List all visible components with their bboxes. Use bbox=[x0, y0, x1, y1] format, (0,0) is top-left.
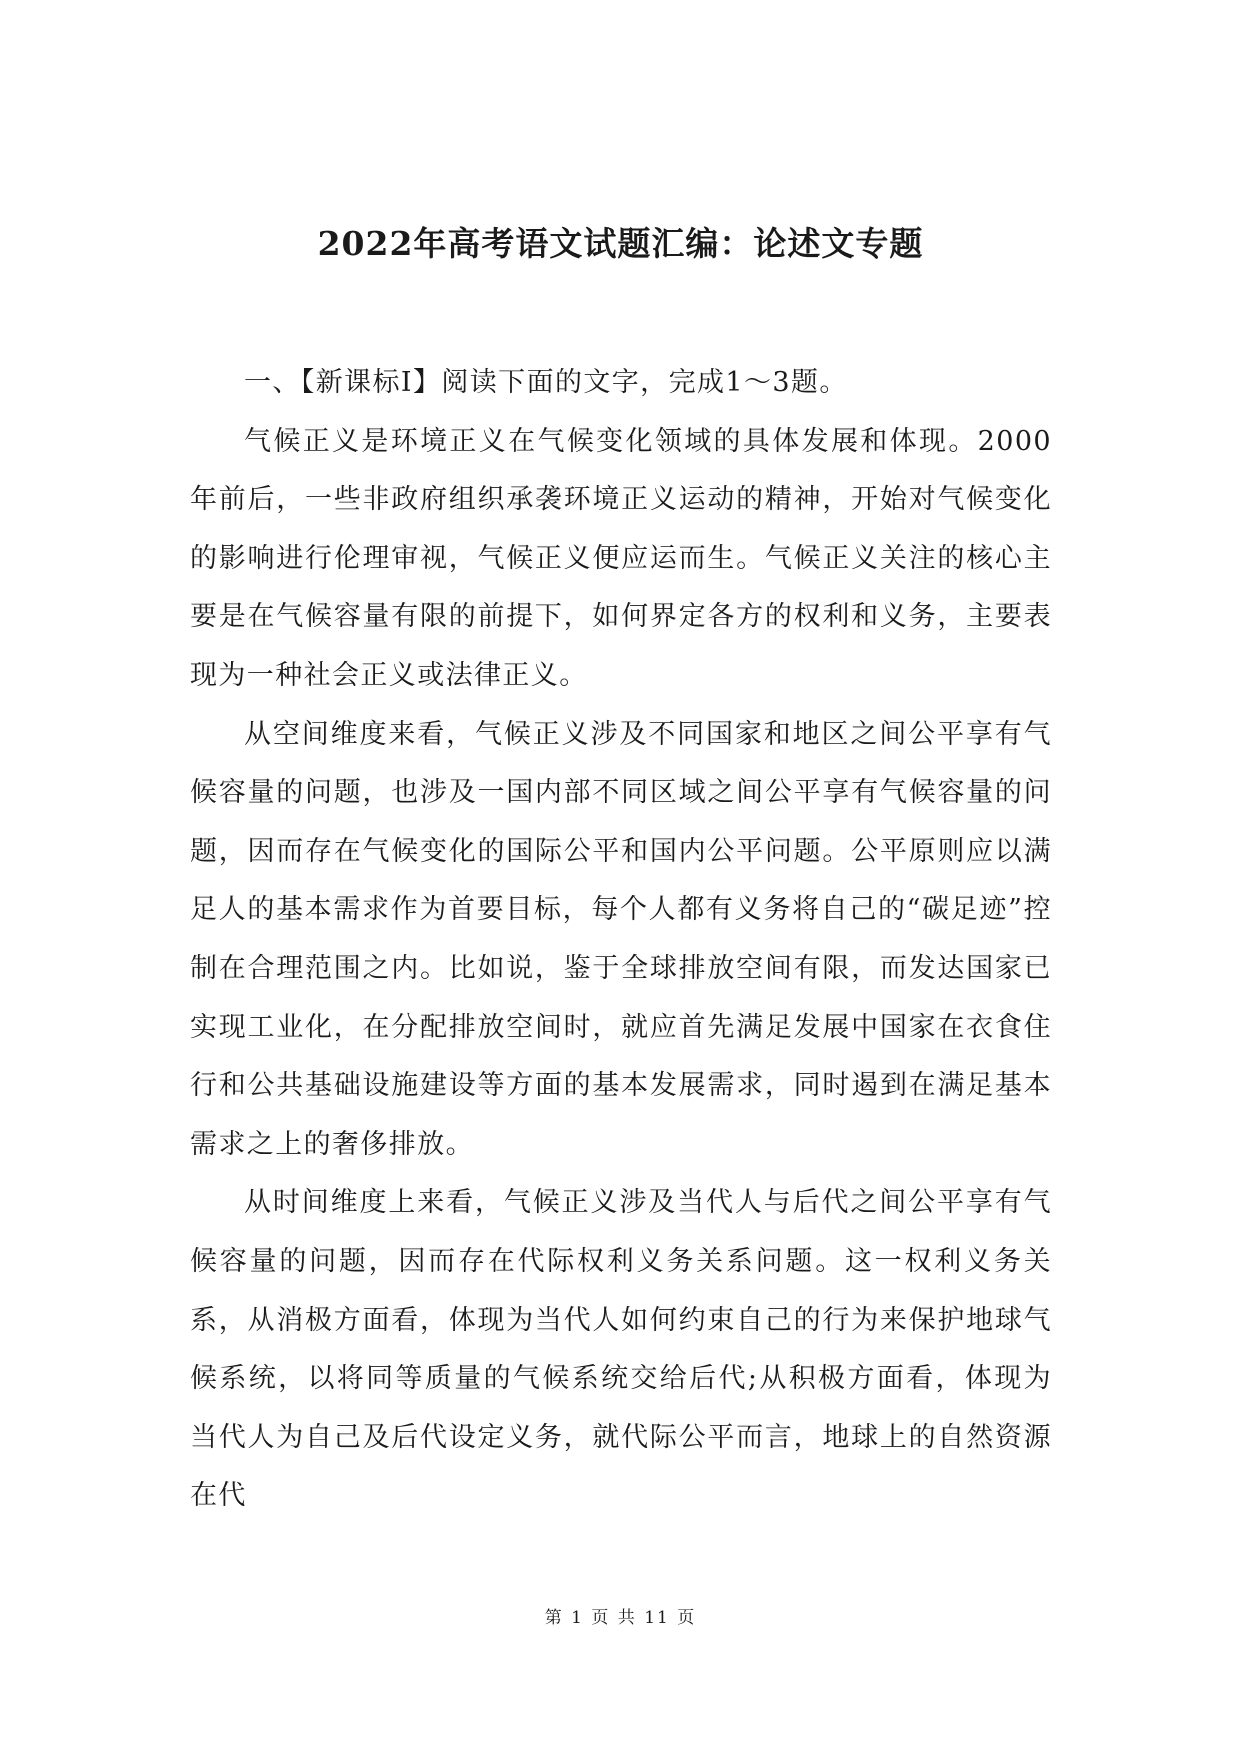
body-paragraph-2: 从空间维度来看，气候正义涉及不同国家和地区之间公平享有气候容量的问题，也涉及一国内部不同区域之间公平享有气候容量的问题，因而存在气候变化的国际公平和国内公平问题。公平原则应以满足人的基本需求作为首要目标，每个人都有义务将自己的“碳足迹”控制在合理范围之内。比如说，鉴于全球排放空间有限，而发达国家已实现工业化，在分配排放空间时，就应首先满足发展中国家在衣食住行和公共基础设施建设等方面的基本发展需求，同时遏到在满足基本需求之上的奢侈排放。 bbox=[190, 718, 1052, 1160]
body-paragraph-1: 气候正义是环境正义在气候变化领域的具体发展和体现。2000年前后，一些非政府组织承袭环境正义运动的精神，开始对气候变化的影响进行伦理审视，气候正义便应运而生。气候正义关注的核心主要是在气候容量有限的前提下，如何界定各方的权利和义务，主要表现为一种社会正义或法律正义。 bbox=[190, 425, 1052, 691]
question-intro-paragraph: 一、【新课标Ⅰ】阅读下面的文字，完成1～3题。 bbox=[244, 367, 848, 398]
document-body bbox=[190, 354, 1052, 1526]
page-number-footer: 第 1 页 共 11 页 bbox=[544, 1608, 697, 1628]
body-paragraph-3: 从时间维度上来看，气候正义涉及当代人与后代之间公平享有气候容量的问题，因而存在代际权利义务关系问题。这一权利义务关系，从消极方面看，体现为当代人如何约束自己的行为来保护地球气候系统，以将同等质量的气候系统交给后代;从积极方面看，体现为当代人为自己及后代设定义务，就代际公平而言，地球上的自然资源在代 bbox=[190, 1187, 1052, 1512]
document-title: 2022年高考语文试题汇编：论述文专题 bbox=[317, 224, 924, 263]
